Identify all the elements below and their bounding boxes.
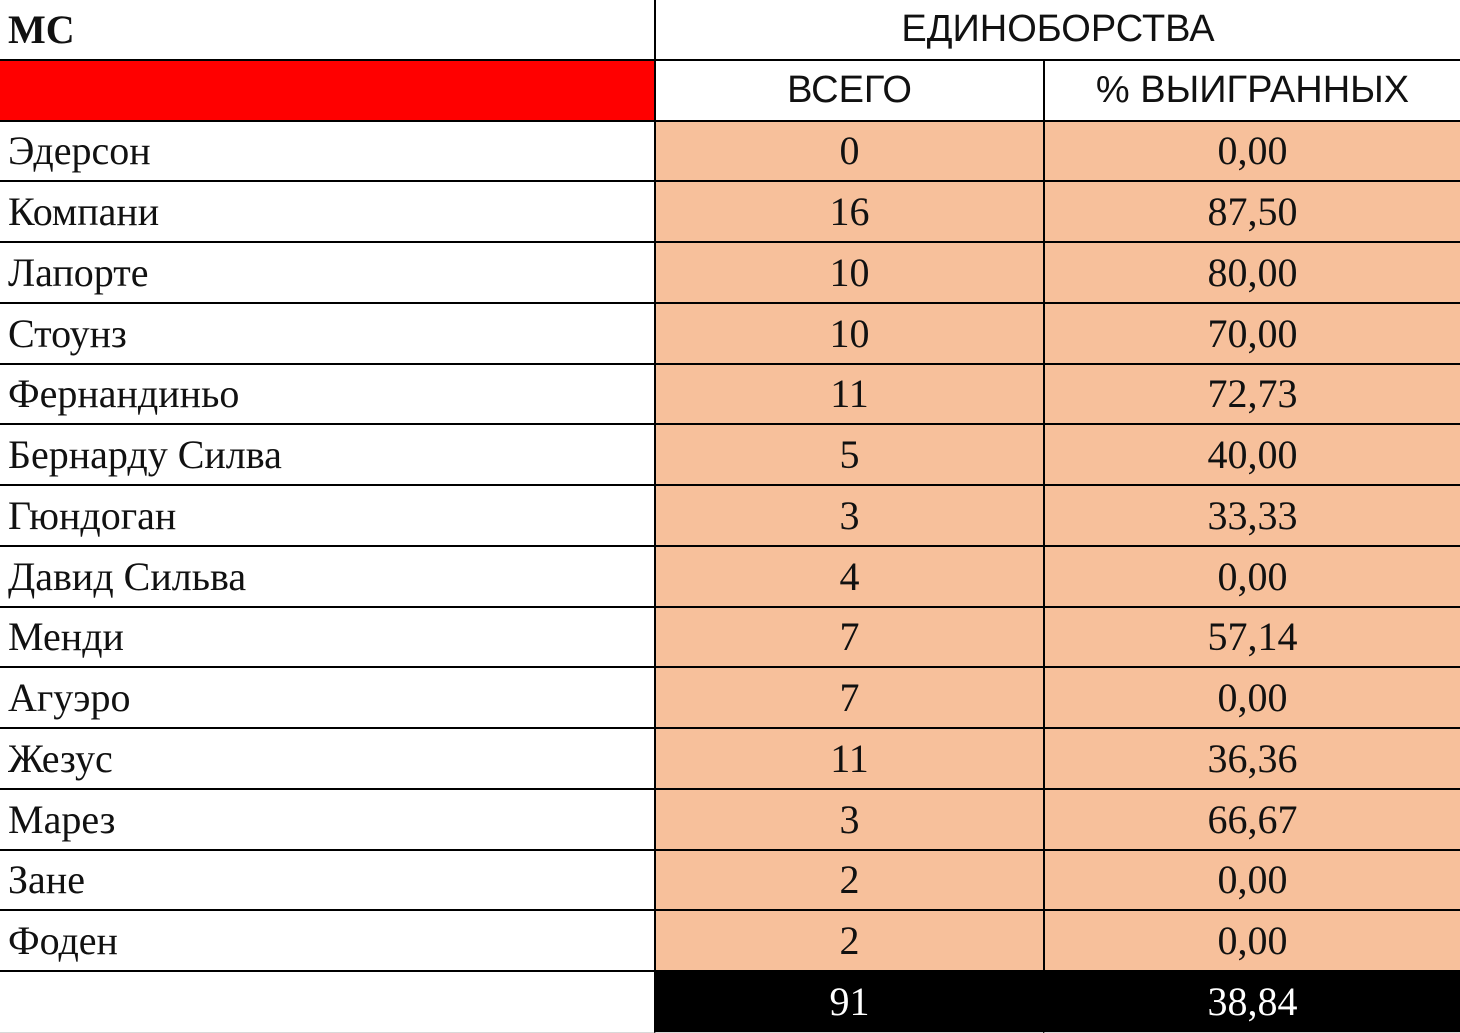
player-pct: 40,00 (1043, 425, 1460, 486)
player-total: 16 (654, 182, 1043, 243)
player-pct: 80,00 (1043, 243, 1460, 304)
player-name: Менди (0, 608, 654, 669)
player-total: 11 (654, 729, 1043, 790)
player-pct: 72,73 (1043, 365, 1460, 426)
player-total: 10 (654, 243, 1043, 304)
player-total: 3 (654, 486, 1043, 547)
player-pct: 33,33 (1043, 486, 1460, 547)
player-total: 3 (654, 790, 1043, 851)
player-name: Фернандиньо (0, 365, 654, 426)
player-pct: 0,00 (1043, 668, 1460, 729)
player-name: Гюндоган (0, 486, 654, 547)
player-total: 2 (654, 911, 1043, 972)
player-pct: 0,00 (1043, 547, 1460, 608)
player-name: Эдерсон (0, 122, 654, 183)
team-label: МС (0, 0, 654, 61)
player-name: Агуэро (0, 668, 654, 729)
player-total: 11 (654, 365, 1043, 426)
player-total: 2 (654, 851, 1043, 912)
group-header: ЕДИНОБОРСТВА (654, 0, 1460, 61)
totals-label-cell (0, 972, 654, 1033)
player-name: Жезус (0, 729, 654, 790)
player-name: Давид Сильва (0, 547, 654, 608)
player-pct: 70,00 (1043, 304, 1460, 365)
player-name: Зане (0, 851, 654, 912)
player-pct: 0,00 (1043, 122, 1460, 183)
player-name: Стоунз (0, 304, 654, 365)
team-color-bar (0, 61, 654, 122)
player-total: 7 (654, 608, 1043, 669)
totals-total: 91 (654, 972, 1043, 1033)
player-pct: 66,67 (1043, 790, 1460, 851)
player-name: Бернарду Силва (0, 425, 654, 486)
player-pct: 36,36 (1043, 729, 1460, 790)
player-name: Компани (0, 182, 654, 243)
player-total: 5 (654, 425, 1043, 486)
col-header-total: ВСЕГО (654, 61, 1043, 122)
player-pct: 87,50 (1043, 182, 1460, 243)
player-name: Марез (0, 790, 654, 851)
player-total: 7 (654, 668, 1043, 729)
col-header-pct: % ВЫИГРАННЫХ (1043, 61, 1460, 122)
player-total: 4 (654, 547, 1043, 608)
totals-pct: 38,84 (1043, 972, 1460, 1033)
player-pct: 57,14 (1043, 608, 1460, 669)
player-pct: 0,00 (1043, 911, 1460, 972)
player-total: 0 (654, 122, 1043, 183)
player-name: Лапорте (0, 243, 654, 304)
player-total: 10 (654, 304, 1043, 365)
player-name: Фоден (0, 911, 654, 972)
player-pct: 0,00 (1043, 851, 1460, 912)
